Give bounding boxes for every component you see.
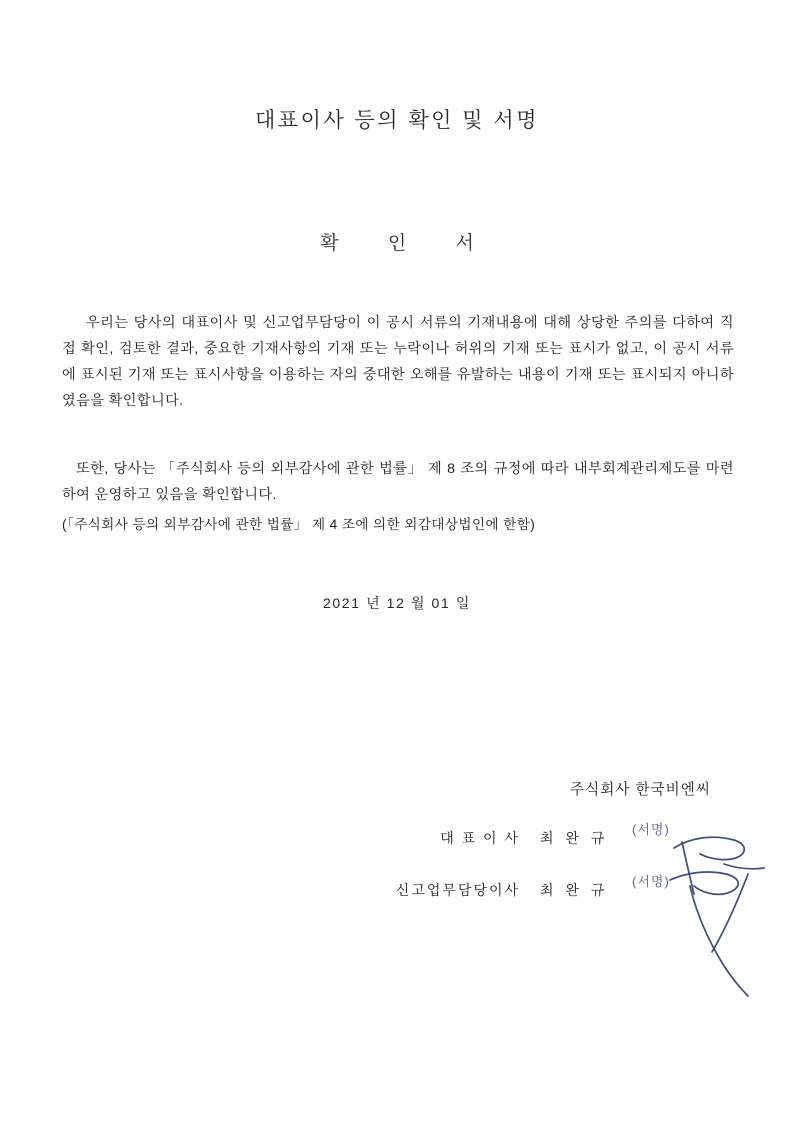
document-date: 2021 년 12 월 01 일: [323, 595, 471, 611]
company-name: 주식회사 한국비엔씨: [570, 782, 711, 798]
signature-name-ceo: 최 완 규: [540, 830, 609, 846]
signature-row-ceo: [330, 822, 750, 851]
page-title: 대표이사 등의 확인 및 서명: [255, 109, 539, 132]
paragraph-note: (「주식회사 등의 외부감사에 관한 법률」 제 4 조에 의한 외감대상법인에 한함): [62, 517, 536, 532]
signature-stamp-officer-label: (서명): [632, 874, 670, 889]
signature-row-officer: [330, 874, 750, 903]
paragraph-internal-accounting: [62, 456, 734, 508]
paragraph-internal-accounting-text: 또한, 당사는 「주식회사 등의 외부감사에 관한 법률」 제 8 조의 규정에 따라 내부회계관리제도를 마련하여 운영하고 있음을 확인합니다.: [62, 461, 734, 503]
document-subtitle: 확 인 서: [320, 233, 496, 254]
paragraph-confirmation-text: 우리는 당사의 대표이사 및 신고업무담당이 이 공시 서류의 기재내용에 대해 상당한 주의를 다하여 직접 확인, 검토한 결과, 중요한 기재사항의 기재 또는 누락이나 허위의 기재 또는 표시가 없고, 이 공시 서류에 표시된 기재 또는 표시사항을 이용하는 자의 중대한 오해를 유발하는 내용이 기재 또는 표시되지 아니하였음을 확인합니다.: [62, 315, 734, 409]
signature-role-officer: 신고업무담당이사: [395, 882, 520, 898]
signature-name-officer: 최 완 규: [540, 882, 609, 898]
signature-role-ceo: 대 표 이 사: [440, 830, 520, 846]
signature-stamp-ceo: [632, 822, 702, 851]
signature-stamp-officer: [632, 874, 702, 903]
signature-stamp-ceo-label: (서명): [632, 822, 670, 837]
signature-block: [330, 778, 750, 903]
paragraph-confirmation: [62, 310, 734, 414]
